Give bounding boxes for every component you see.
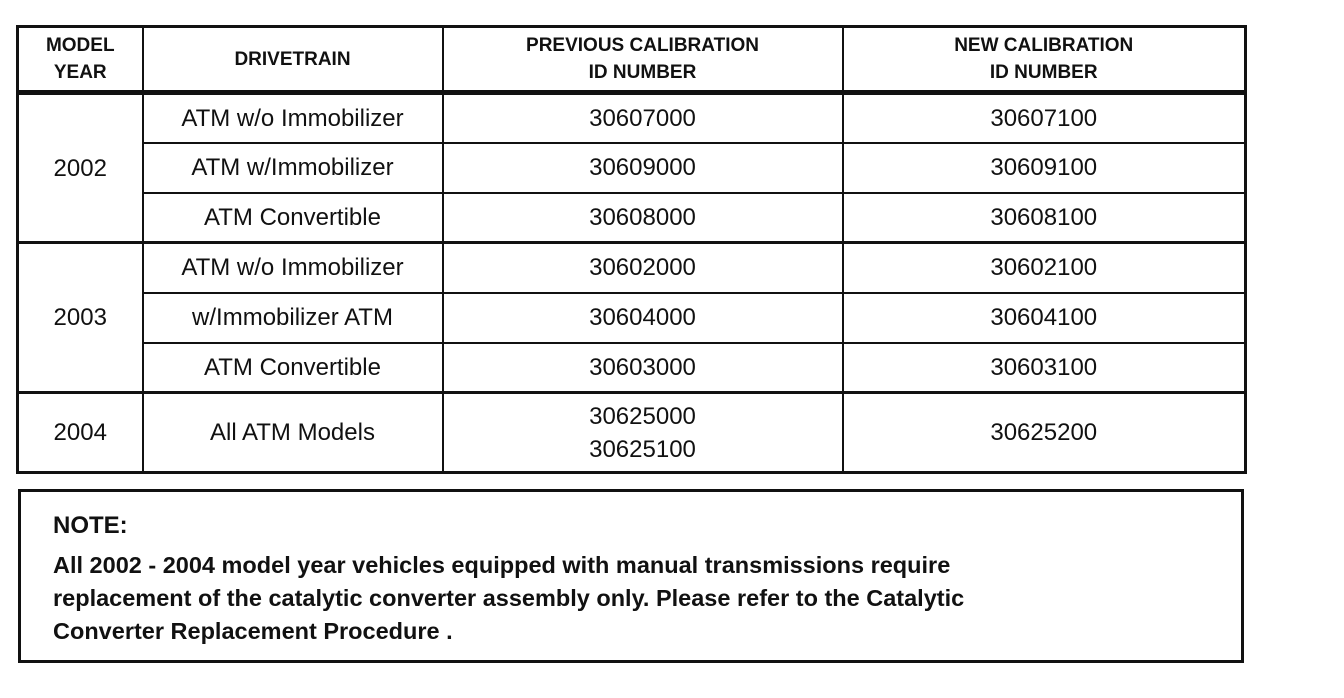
previous-id-cell: 30602000 <box>443 243 843 293</box>
previous-id-cell <box>443 393 843 473</box>
header-new-line-2: ID NUMBER <box>989 62 1098 83</box>
header-new-line-1: NEW CALIBRATION <box>954 35 1134 56</box>
drivetrain-cell: ATM Convertible <box>143 193 443 243</box>
note-line: Converter Replacement Procedure . <box>53 618 453 644</box>
header-previous-calibration <box>443 27 843 93</box>
model-year-cell: 2003 <box>18 243 143 393</box>
previous-id-cell: 30607000 <box>443 93 843 143</box>
header-model-year-line-1: MODEL <box>45 35 115 56</box>
previous-id-cell: 30609000 <box>443 143 843 193</box>
new-id-cell: 30607100 <box>843 93 1246 143</box>
new-id-cell: 30609100 <box>843 143 1246 193</box>
new-id-cell: 30608100 <box>843 193 1246 243</box>
drivetrain-cell: ATM w/Immobilizer <box>143 143 443 193</box>
new-id-cell: 30604100 <box>843 293 1246 343</box>
table-header-row <box>18 27 1246 93</box>
new-id-cell: 30602100 <box>843 243 1246 293</box>
drivetrain-cell: ATM w/o Immobilizer <box>143 93 443 143</box>
header-new-calibration <box>843 27 1246 93</box>
note-line: replacement of the catalytic converter assembly only. Please refer to the Catalytic <box>53 585 965 611</box>
previous-id-cell: 30608000 <box>443 193 843 243</box>
table-row <box>18 343 1246 393</box>
header-previous-line-1: PREVIOUS CALIBRATION <box>526 35 759 56</box>
note-line: All 2002 - 2004 model year vehicles equipped with manual transmissions require <box>53 552 951 578</box>
note-body <box>53 549 1241 648</box>
previous-id-value: 30625100 <box>589 435 696 463</box>
note-box <box>18 489 1244 663</box>
new-id-cell: 30625200 <box>843 393 1246 473</box>
new-id-cell: 30603100 <box>843 343 1246 393</box>
table-row <box>18 393 1246 473</box>
header-previous-line-2: ID NUMBER <box>588 62 697 83</box>
header-model-year <box>18 27 143 93</box>
note-title: NOTE: <box>53 512 128 539</box>
header-model-year-line-2: YEAR <box>53 62 107 83</box>
header-drivetrain: DRIVETRAIN <box>143 27 443 93</box>
model-year-cell: 2002 <box>18 93 143 243</box>
calibration-table <box>16 25 1247 474</box>
table-row <box>18 93 1246 143</box>
table-row <box>18 243 1246 293</box>
drivetrain-cell: ATM Convertible <box>143 343 443 393</box>
model-year-cell: 2004 <box>18 393 143 473</box>
previous-id-cell: 30603000 <box>443 343 843 393</box>
previous-id-cell: 30604000 <box>443 293 843 343</box>
drivetrain-cell: All ATM Models <box>143 393 443 473</box>
table-row <box>18 193 1246 243</box>
table-row <box>18 293 1246 343</box>
previous-id-value: 30625000 <box>589 402 696 430</box>
drivetrain-cell: w/Immobilizer ATM <box>143 293 443 343</box>
drivetrain-cell: ATM w/o Immobilizer <box>143 243 443 293</box>
table-row <box>18 143 1246 193</box>
